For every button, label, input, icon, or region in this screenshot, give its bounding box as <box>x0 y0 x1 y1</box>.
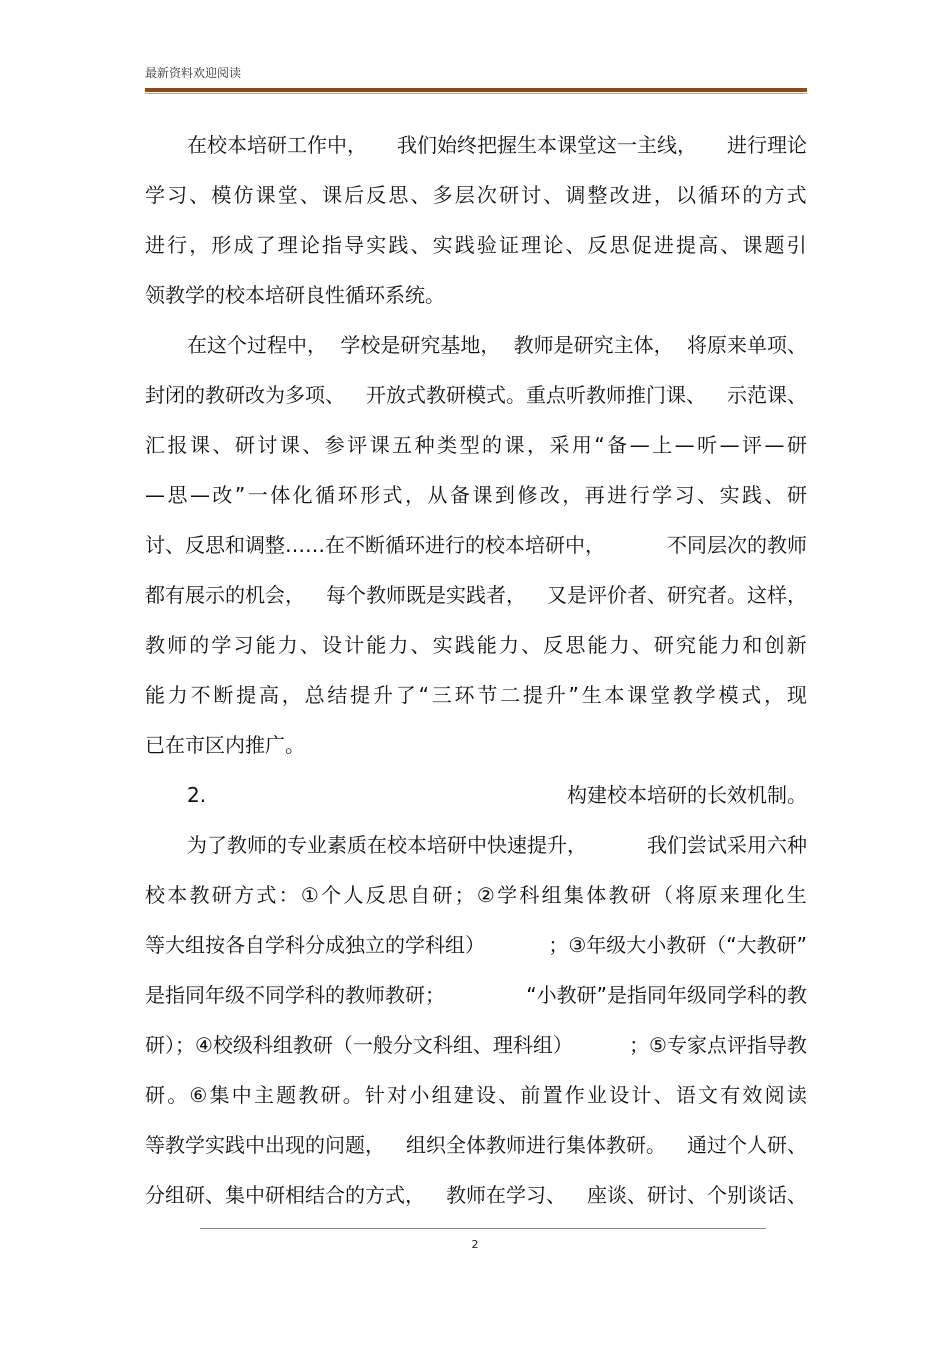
header-rule-thin <box>145 93 807 94</box>
text-line: 教 师 的 学 习 能 力 、 设 计 能 力 、 实 践 能 力 、 反 思 能 力 、 研 究 能 力 和 创 新 <box>145 633 807 657</box>
text-line: 领教学的校本培研良性循环系统。 <box>145 283 445 307</box>
text-line: 分组研、集中研相结合的方式， 教师在学习、 座谈、研讨、个别谈话、 <box>145 1183 807 1207</box>
text-line: 能 力 不 断 提 高 ， 总 结 提 升 了 “ 三 环 节 二 提 升 ” 生 本 课 堂 教 学 模 式 ， 现 <box>145 683 807 707</box>
text-line: 等大组按各自学科分成独立的学科组） ；③年级大小教研（“大教研” <box>145 933 807 957</box>
header-rule <box>145 88 807 92</box>
text-line: 已在市区内推广。 <box>145 733 305 757</box>
body-text <box>145 120 807 1220</box>
text-line: 研 。 ⑥ 集 中 主 题 教 研 。 针 对 小 组 建 设 、 前 置 作 业 设 计 、 语 文 有 效 阅 读 <box>145 1083 807 1107</box>
text-line: 都有展示的机会， 每个教师既是实践者， 又是评价者、研究者。这样， <box>145 583 807 607</box>
text-line: 在这个过程中， 学校是研究基地， 教师是研究主体， 将原来单项、 <box>187 333 807 357</box>
page-number: 2 <box>471 1238 479 1251</box>
text-line: 校 本 教 研 方 式 ： ① 个 人 反 思 自 研 ； ② 学 科 组 集 体 教 研 （ 将 原 来 理 化 生 <box>145 883 807 907</box>
text-line: 等教学实践中出现的问题， 组织全体教师进行集体教研。 通过个人研、 <box>145 1133 807 1157</box>
text-line: 2. 构建校本培研的长效机制。 <box>187 783 807 807</box>
text-line: 汇 报 课 、 研 讨 课 、 参 评 课 五 种 类 型 的 课 ， 采 用 “ 备 — 上 — 听 — 评 — 研 <box>145 433 807 457</box>
text-line: 研）；④校级科组教研（一般分文科组、理科组） ；⑤专家点评指导教 <box>145 1033 807 1057</box>
text-line: 是指同年级不同学科的教师教研； “小教研”是指同年级同学科的教 <box>145 983 807 1007</box>
text-line: 学 习 、 模 仿 课 堂 、 课 后 反 思 、 多 层 次 研 讨 、 调 整 改 进 ， 以 循 环 的 方 式 <box>145 183 807 207</box>
text-line: 为了教师的专业素质在校本培研中快速提升， 我们尝试采用六种 <box>187 833 807 857</box>
text-line: — 思 — 改 ” 一 体 化 循 环 形 式 ， 从 备 课 到 修 改 ， 再 进 行 学 习 、 实 践 、 研 <box>145 483 807 507</box>
header-text: 最新资料欢迎阅读 <box>145 66 242 80</box>
text-line: 进 行 ， 形 成 了 理 论 指 导 实 践 、 实 践 验 证 理 论 、 反 思 促 进 提 高 、 课 题 引 <box>145 233 807 257</box>
text-line: 在校本培研工作中， 我们始终把握生本课堂这一主线， 进行理论 <box>187 133 807 157</box>
text-line: 封闭的教研改为多项、 开放式教研模式。重点听教师推门课、 示范课、 <box>145 383 807 407</box>
footer-rule <box>200 1228 766 1229</box>
text-line: 讨、反思和调整……在不断循环进行的校本培研中， 不同层次的教师 <box>145 533 807 557</box>
